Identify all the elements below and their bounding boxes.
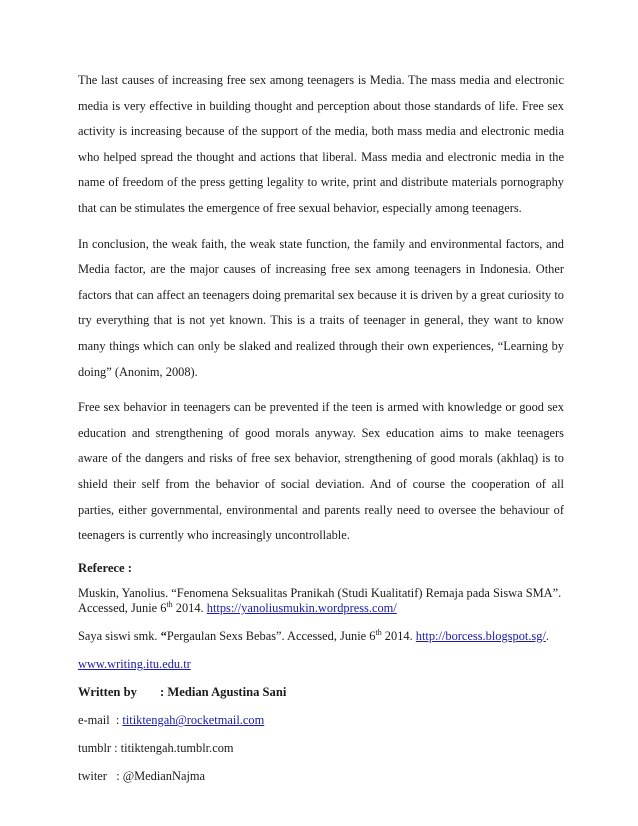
- reference-text: Saya siswi smk.: [78, 628, 161, 643]
- email-link[interactable]: titiktengah@rocketmail.com: [122, 713, 265, 728]
- reference-superscript: th: [166, 600, 173, 610]
- contact-email: [78, 712, 564, 728]
- reference-trail: .: [545, 628, 549, 643]
- reference-text: 2014.: [172, 601, 207, 616]
- document-page: [78, 68, 564, 796]
- contact-twitter: twiter : @MedianNajma: [78, 769, 206, 784]
- written-by-value: : Median Agustina Sani: [160, 685, 287, 700]
- written-by-line: [78, 684, 564, 700]
- written-by-label: Written by: [78, 685, 137, 700]
- reference-text: 2014.: [381, 628, 416, 643]
- reference-link-writing-itu[interactable]: www.writing.itu.edu.tr: [78, 657, 191, 672]
- reference-link-yanolius[interactable]: https://yanoliusmukin.wordpress.com/: [206, 601, 397, 616]
- contact-tumblr: tumblr : titiktengah.tumblr.com: [78, 741, 234, 756]
- reference-item-muskin: [78, 586, 564, 617]
- extra-link-line: [78, 656, 564, 672]
- paragraph-conclusion: In conclusion, the weak faith, the weak state function, the family and environmental factors, and Media factor, are the major causes of increasing free sex among teenagers in Indonesia. Other factors that can affect an teenagers doing premarital sex because it is driven by a great curiosity to try everything that is not yet known. This is a traits of teenager in general, they want to know many things which can only be slaked and realized through their own experiences, “Learning by doing” (Anonim, 2008).: [78, 236, 564, 379]
- email-label: e-mail :: [78, 713, 123, 728]
- reference-text: Pergaulan Sexs Bebas”. Accessed, Junie 6: [166, 628, 376, 643]
- reference-text: Muskin, Yanolius. “Fenomena Seksualitas Pranikah (Studi Kualitatif) Remaja pada Siswa SMA”. Accessed, Junie 6: [78, 585, 562, 616]
- reference-quote-mark: “: [160, 628, 167, 643]
- paragraph-prevention: Free sex behavior in teenagers can be prevented if the teen is armed with knowledge or good sex education and strengthening of good morals anyway. Sex education aims to make teenagers aware of the dangers and risks of free sex behavior, strengthening of good morals (akhlaq) is to shield their self from the behavior of social deviation. And of course the cooperation of all parties, either governmental, environmental and parents really need to oversee the behaviour of teenagers is currently who increasingly uncontrollable.: [78, 400, 564, 543]
- reference-item-pergaulan: [78, 629, 564, 645]
- paragraph-media-causes: The last causes of increasing free sex among teenagers is Media. The mass media and electronic media is very effective in building thought and perception about those standards of life. Free sex activity is increasing because of the support of the media, both mass media and electronic media who helped spread the thought and actions that liberal. Mass media and electronic media in the name of freedom of the press getting legality to write, print and distribute materials pornography that can be stimulates the emergence of free sexual behavior, especially among teenagers.: [78, 73, 564, 215]
- reference-superscript: th: [375, 627, 382, 637]
- reference-heading: Referece :: [78, 560, 132, 575]
- reference-link-borcess[interactable]: http://borcess.blogspot.sg/: [415, 628, 546, 643]
